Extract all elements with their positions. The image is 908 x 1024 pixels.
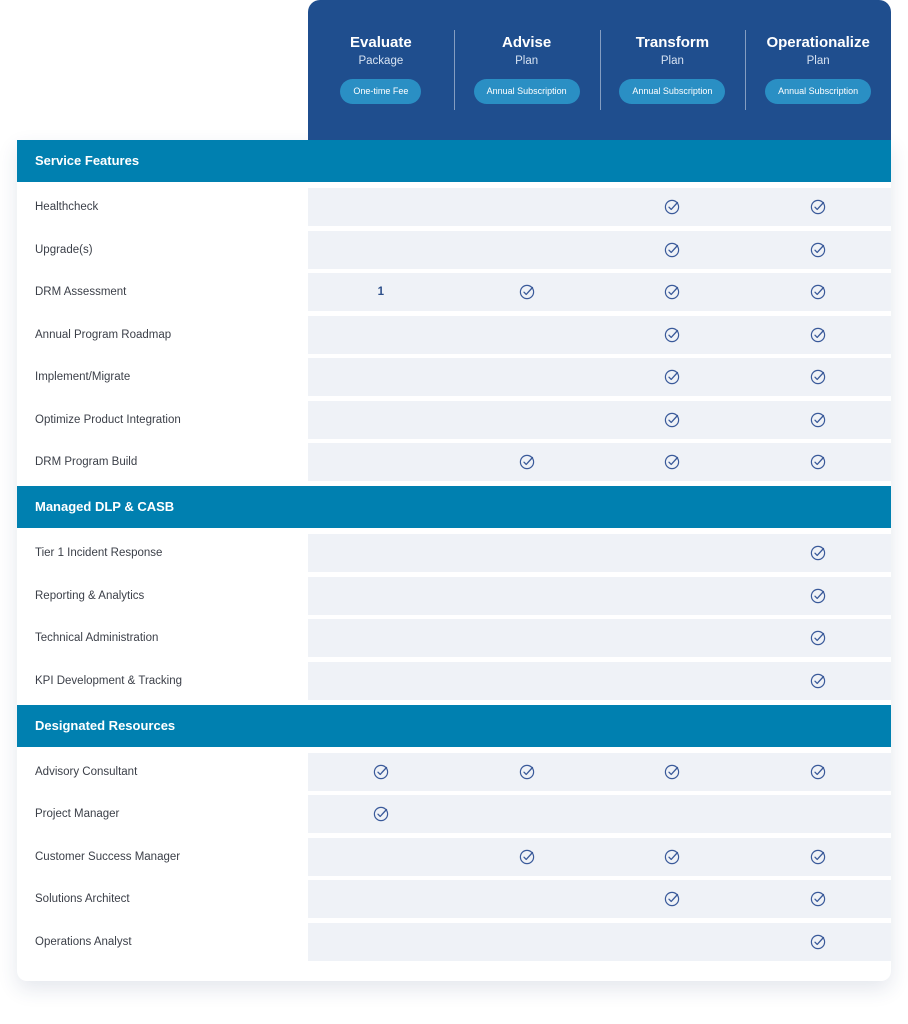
check-circle-icon [810, 673, 826, 689]
empty-cell [308, 577, 454, 615]
feature-label: KPI Development & Tracking [35, 674, 183, 687]
feature-cells [308, 358, 891, 396]
feature-label: DRM Program Build [35, 456, 138, 468]
check-circle-icon [810, 630, 826, 646]
included-cell [600, 358, 746, 396]
empty-cell [454, 231, 600, 269]
feature-row [17, 923, 891, 961]
check-circle-icon [664, 454, 680, 470]
feature-cells [308, 443, 891, 481]
included-cell [600, 443, 746, 481]
feature-row [17, 316, 891, 354]
feature-label: Implement/Migrate [35, 371, 131, 383]
check-circle-icon [664, 327, 680, 343]
check-circle-icon [810, 369, 826, 385]
billing-badge[interactable]: One-time Fee [340, 79, 421, 104]
plan-name: Evaluate [350, 34, 412, 51]
check-circle-icon [810, 545, 826, 561]
empty-cell [308, 662, 454, 700]
feature-cells [308, 231, 891, 269]
empty-cell [308, 880, 454, 918]
feature-row [17, 358, 891, 396]
feature-cells [308, 619, 891, 657]
plan-advise [454, 30, 600, 141]
empty-cell [745, 795, 891, 833]
feature-cells [308, 795, 891, 833]
check-circle-icon [810, 764, 826, 780]
empty-cell [308, 619, 454, 657]
empty-cell [454, 795, 600, 833]
included-cell [745, 231, 891, 269]
check-circle-icon [810, 199, 826, 215]
check-circle-icon [810, 849, 826, 865]
section-header: Designated Resources [17, 705, 891, 747]
check-circle-icon [810, 454, 826, 470]
empty-cell [454, 577, 600, 615]
empty-cell [454, 662, 600, 700]
included-cell [454, 443, 600, 481]
included-cell [745, 358, 891, 396]
included-cell [454, 753, 600, 791]
check-circle-icon [664, 849, 680, 865]
included-cell [600, 838, 746, 876]
plan-name: Operationalize [766, 34, 870, 51]
feature-row [17, 662, 891, 700]
empty-cell [600, 795, 746, 833]
empty-cell [600, 577, 746, 615]
empty-cell [454, 619, 600, 657]
feature-cells [308, 577, 891, 615]
feature-label: Solutions Architect [35, 893, 130, 905]
billing-badge[interactable]: Annual Subscription [474, 79, 580, 104]
included-cell [308, 795, 454, 833]
included-cell [600, 316, 746, 354]
empty-cell [454, 534, 600, 572]
feature-label: Customer Success Manager [35, 850, 181, 863]
empty-cell [308, 358, 454, 396]
included-cell [600, 880, 746, 918]
empty-cell [308, 838, 454, 876]
included-cell [600, 231, 746, 269]
included-cell [600, 753, 746, 791]
check-circle-icon [664, 764, 680, 780]
feature-cells [308, 838, 891, 876]
feature-row [17, 577, 891, 615]
check-circle-icon [810, 242, 826, 258]
empty-cell [308, 231, 454, 269]
feature-row [17, 880, 891, 918]
plan-type: Plan [806, 55, 830, 67]
check-circle-icon [519, 284, 535, 300]
feature-cells [308, 188, 891, 226]
check-circle-icon [664, 412, 680, 428]
feature-cells [308, 923, 891, 961]
check-circle-icon [664, 242, 680, 258]
billing-badge[interactable]: Annual Subscription [765, 79, 871, 104]
feature-cells [308, 401, 891, 439]
empty-cell [454, 923, 600, 961]
feature-label: Project Manager [35, 808, 120, 820]
feature-row [17, 443, 891, 481]
check-circle-icon [373, 764, 389, 780]
included-cell [745, 401, 891, 439]
feature-label: Upgrade(s) [35, 243, 93, 256]
included-cell [745, 273, 891, 311]
plan-type: Plan [660, 55, 684, 67]
feature-row [17, 534, 891, 572]
check-circle-icon [519, 764, 535, 780]
included-cell [454, 273, 600, 311]
feature-label: Healthcheck [35, 201, 99, 213]
empty-cell [454, 358, 600, 396]
included-cell [745, 923, 891, 961]
feature-cells [308, 753, 891, 791]
check-circle-icon [810, 934, 826, 950]
check-circle-icon [664, 199, 680, 215]
feature-label: Technical Administration [35, 632, 159, 644]
included-cell [745, 443, 891, 481]
included-cell [745, 619, 891, 657]
check-circle-icon [519, 454, 535, 470]
included-cell [454, 838, 600, 876]
feature-cells [308, 534, 891, 572]
section-header: Service Features [17, 140, 891, 182]
empty-cell [600, 534, 746, 572]
billing-badge[interactable]: Annual Subscription [619, 79, 725, 104]
feature-cells [308, 316, 891, 354]
check-circle-icon [810, 284, 826, 300]
feature-label: Reporting & Analytics [35, 589, 145, 602]
included-cell [600, 188, 746, 226]
feature-row [17, 753, 891, 791]
check-circle-icon [519, 849, 535, 865]
empty-cell [600, 662, 746, 700]
check-circle-icon [664, 284, 680, 300]
plan-evaluate [308, 30, 454, 141]
empty-cell [308, 401, 454, 439]
empty-cell [454, 316, 600, 354]
plan-type: Package [358, 55, 404, 67]
feature-row [17, 231, 891, 269]
plan-transform [600, 30, 746, 141]
plan-name: Advise [502, 34, 552, 51]
check-circle-icon [373, 806, 389, 822]
empty-cell [308, 316, 454, 354]
feature-label: Operations Analyst [35, 935, 132, 948]
feature-label: Tier 1 Incident Response [35, 547, 163, 559]
empty-cell [308, 443, 454, 481]
feature-cells [308, 273, 891, 311]
plan-name: Transform [635, 34, 710, 51]
empty-cell [308, 923, 454, 961]
feature-row [17, 795, 891, 833]
feature-row [17, 619, 891, 657]
check-circle-icon [810, 891, 826, 907]
plans-header [308, 0, 891, 141]
included-cell [745, 534, 891, 572]
value-cell: 1 [377, 286, 385, 298]
empty-cell [600, 923, 746, 961]
plan-operationalize [745, 30, 891, 141]
empty-cell [600, 619, 746, 657]
feature-row [17, 273, 891, 311]
feature-table [17, 140, 891, 961]
included-cell [745, 577, 891, 615]
included-cell [600, 401, 746, 439]
empty-cell [454, 401, 600, 439]
check-circle-icon [810, 588, 826, 604]
included-cell [745, 753, 891, 791]
feature-row [17, 188, 891, 226]
empty-cell [454, 188, 600, 226]
empty-cell [308, 188, 454, 226]
included-cell [745, 188, 891, 226]
feature-label: Optimize Product Integration [35, 413, 181, 426]
included-cell [745, 838, 891, 876]
feature-cells [308, 880, 891, 918]
plan-type: Plan [515, 55, 539, 67]
check-circle-icon [810, 327, 826, 343]
feature-label: DRM Assessment [35, 286, 127, 298]
included-cell [745, 316, 891, 354]
included-cell [745, 880, 891, 918]
check-circle-icon [664, 369, 680, 385]
empty-cell [308, 534, 454, 572]
feature-label: Annual Program Roadmap [35, 328, 172, 341]
included-cell [600, 273, 746, 311]
feature-row [17, 838, 891, 876]
feature-cells [308, 662, 891, 700]
check-circle-icon [810, 412, 826, 428]
feature-label: Advisory Consultant [35, 765, 138, 778]
section-header: Managed DLP & CASB [17, 486, 891, 528]
included-cell [745, 662, 891, 700]
included-cell [308, 753, 454, 791]
empty-cell [454, 880, 600, 918]
feature-row [17, 401, 891, 439]
check-circle-icon [664, 891, 680, 907]
